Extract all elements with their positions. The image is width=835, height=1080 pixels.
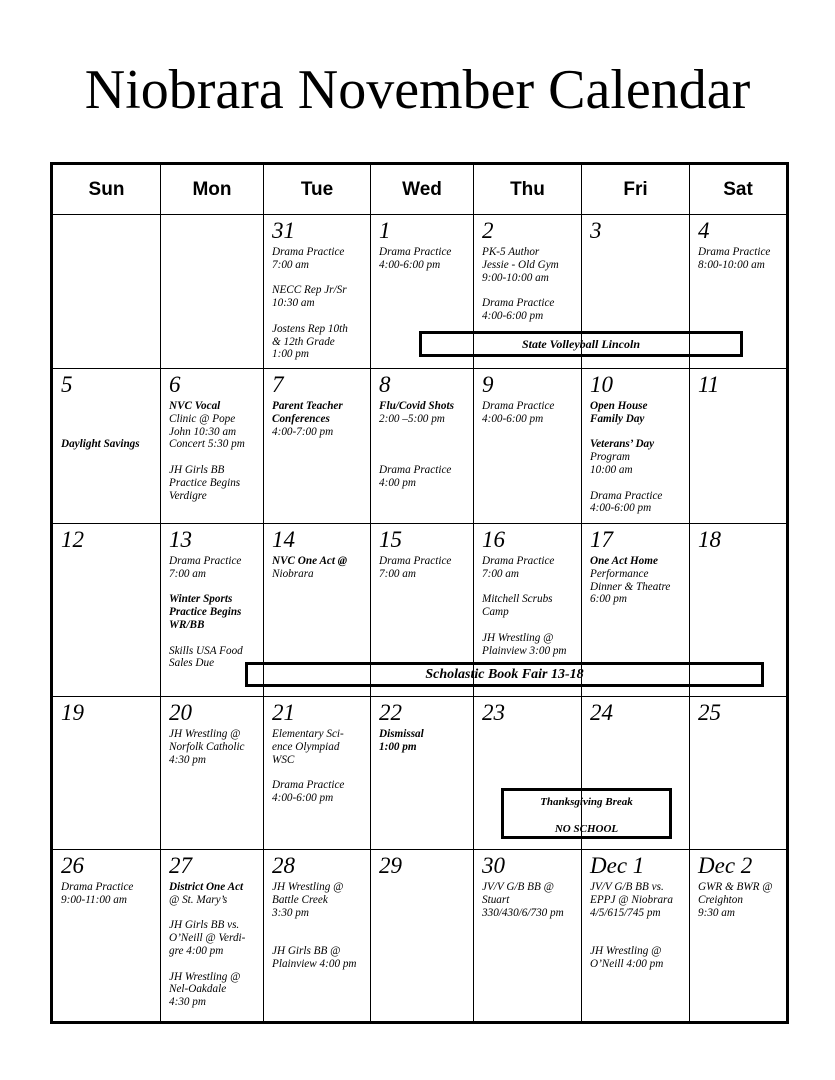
event-line: JH Girls BB — [169, 463, 225, 476]
day-number: 27 — [169, 853, 192, 878]
day-number: 21 — [272, 700, 295, 725]
event-line — [169, 907, 260, 920]
page-title: Niobrara November Calendar — [84, 59, 751, 121]
day-cell — [582, 850, 690, 1022]
event-list — [272, 728, 367, 805]
event-list — [272, 555, 367, 581]
event-list — [698, 246, 783, 272]
event-line — [272, 919, 367, 932]
event-line: JV/V G/B BB vs. — [590, 881, 664, 893]
day-cell — [264, 850, 371, 1022]
event-line: 4:00-6:00 pm — [272, 791, 334, 804]
day-cell — [690, 369, 787, 524]
day-number: 25 — [698, 700, 721, 725]
event-line: 7:00 am — [272, 258, 309, 271]
day-number: 31 — [272, 218, 295, 243]
event-line: Camp — [482, 606, 509, 619]
event-line: Mitchell Scrubs — [482, 593, 553, 606]
book-fair-banner — [245, 662, 764, 687]
event-line — [482, 284, 578, 297]
day-number: 11 — [698, 372, 720, 397]
event-list — [61, 881, 157, 907]
day-number: 14 — [272, 527, 295, 552]
event-line: Plainview 3:00 pm — [482, 644, 567, 657]
day-number: 23 — [482, 700, 505, 725]
event-line — [379, 426, 470, 439]
day-number: 4 — [698, 218, 710, 243]
event-line: 4:00 pm — [379, 476, 416, 489]
weekday-header: Tue — [264, 165, 371, 215]
event-line — [272, 310, 367, 323]
event-line: JH Wrestling @ — [169, 970, 241, 983]
event-line: Drama Practice — [698, 246, 771, 258]
event-line: Open House — [590, 400, 648, 412]
day-number: 10 — [590, 372, 613, 397]
state-volleyball-label: State Volleyball Lincoln — [521, 337, 640, 351]
event-line: Flu/Covid Shots — [379, 400, 454, 412]
no-school-label: NO SCHOOL — [554, 823, 619, 835]
event-line: NVC One Act @ — [272, 555, 348, 567]
event-line: 9:30 am — [698, 906, 735, 919]
event-line: Drama Practice — [482, 555, 555, 567]
weekday-header: Wed — [371, 165, 474, 215]
event-line: Nel-Oakdale — [169, 983, 227, 996]
event-line: 10:00 am — [590, 463, 633, 476]
event-line: Program — [590, 451, 630, 464]
event-list — [379, 246, 470, 272]
event-line: Plainview 4:00 pm — [272, 957, 357, 970]
day-number: 7 — [272, 372, 284, 397]
thanksgiving-break-label: Thanksgiving Break — [540, 796, 633, 808]
event-line: JH Girls BB vs. — [169, 919, 240, 932]
event-list — [590, 555, 686, 606]
day-cell — [161, 850, 264, 1022]
event-line: 4:00-7:00 pm — [272, 425, 334, 438]
event-line: 8:00-10:00 am — [698, 258, 765, 271]
event-line: Veterans’ Day — [590, 438, 655, 451]
event-line — [61, 413, 157, 426]
event-line: 3:30 pm — [272, 906, 309, 919]
event-line: Norfolk Catholic — [169, 740, 245, 753]
event-list — [272, 400, 367, 438]
day-number: Dec 2 — [698, 853, 753, 878]
event-list — [482, 400, 578, 426]
weekday-header: Sun — [53, 165, 161, 215]
event-line: Practice Begins — [169, 476, 241, 489]
event-line: 7:00 am — [169, 567, 206, 580]
day-number: 2 — [482, 218, 494, 243]
event-line: NVC Vocal — [169, 400, 221, 412]
event-line: Stuart — [482, 893, 510, 906]
event-line: Drama Practice — [379, 246, 452, 258]
event-line: District One Act — [169, 881, 244, 893]
event-list — [482, 555, 578, 657]
day-number: 6 — [169, 372, 181, 397]
event-line: Winter Sports — [169, 593, 233, 606]
event-list — [379, 728, 470, 754]
day-cell — [53, 215, 161, 369]
day-number: 24 — [590, 700, 613, 725]
event-line: 6:00 pm — [590, 593, 627, 606]
event-list — [482, 881, 578, 919]
day-cell — [371, 697, 474, 850]
event-line: 10:30 am — [272, 297, 315, 310]
event-line — [590, 426, 686, 439]
event-line: 9:00-10:00 am — [482, 271, 549, 284]
event-list — [379, 400, 470, 490]
event-line: Drama Practice — [379, 463, 452, 476]
event-line: O’Neill @ Verdi- — [169, 932, 246, 945]
event-line: 4:00-6:00 pm — [379, 258, 441, 271]
event-line — [272, 766, 367, 779]
event-list — [698, 881, 783, 919]
event-line: ence Olympiad — [272, 740, 340, 753]
day-cell — [474, 850, 582, 1022]
thanksgiving-break-banner — [501, 788, 672, 839]
day-number: 20 — [169, 700, 192, 725]
event-line: 1:00 pm — [379, 740, 417, 753]
week-row — [53, 850, 787, 1022]
event-line: 7:00 am — [379, 567, 416, 580]
event-line — [590, 477, 686, 490]
day-cell — [53, 524, 161, 697]
event-line: @ St. Mary’s — [169, 893, 228, 906]
day-number: 26 — [61, 853, 84, 878]
event-list — [169, 400, 260, 502]
weekday-header: Fri — [582, 165, 690, 215]
event-list — [61, 400, 157, 451]
event-list — [169, 728, 260, 766]
weekday-header: Thu — [474, 165, 582, 215]
event-line: Skills USA Food — [169, 644, 243, 657]
day-number: 9 — [482, 372, 494, 397]
event-line — [61, 426, 157, 439]
day-number: 16 — [482, 527, 505, 552]
day-number: 30 — [482, 853, 505, 878]
event-line: Niobrara — [272, 567, 314, 580]
event-list — [272, 246, 367, 361]
event-line: Creighton — [698, 893, 743, 906]
event-line: Drama Practice — [379, 555, 452, 567]
event-line: 4:00-6:00 pm — [590, 502, 652, 515]
day-cell — [161, 697, 264, 850]
day-cell — [474, 369, 582, 524]
event-line: Dismissal — [379, 728, 424, 740]
week-row — [53, 369, 787, 524]
event-line — [379, 451, 470, 464]
event-line: Performance — [590, 567, 649, 580]
day-cell — [53, 369, 161, 524]
day-number: 15 — [379, 527, 402, 552]
event-line: Jessie - Old Gym — [482, 258, 559, 271]
event-list — [590, 400, 686, 515]
event-line: JH Wrestling @ — [272, 881, 344, 893]
event-line: Drama Practice — [61, 881, 134, 893]
day-number: Dec 1 — [590, 853, 645, 878]
event-line: 1:00 pm — [272, 348, 309, 361]
event-line: PK-5 Author — [482, 246, 540, 258]
day-number: 3 — [590, 218, 602, 243]
event-line — [590, 932, 686, 945]
event-line: JH Wrestling @ — [590, 944, 662, 957]
event-list — [379, 555, 470, 581]
event-line: Drama Practice — [590, 489, 663, 502]
event-line: John 10:30 am — [169, 425, 237, 438]
event-line: Drama Practice — [482, 297, 555, 310]
event-line: Drama Practice — [169, 555, 242, 567]
event-line: & 12th Grade — [272, 335, 335, 348]
event-line: 7:00 am — [482, 567, 519, 580]
event-line: 4:30 pm — [169, 753, 206, 766]
event-line: 4:30 pm — [169, 996, 206, 1009]
day-number: 29 — [379, 853, 402, 878]
event-line: JH Wrestling @ — [482, 631, 554, 644]
event-line: 4/5/615/745 pm — [590, 906, 661, 919]
event-line: 330/430/6/730 pm — [482, 906, 564, 919]
event-line — [169, 958, 260, 971]
event-line: Clinic @ Pope — [169, 412, 236, 425]
event-line: JH Wrestling @ — [169, 728, 241, 740]
event-line: Family Day — [590, 412, 645, 425]
day-number: 8 — [379, 372, 391, 397]
day-number: 5 — [61, 372, 73, 397]
event-line: Battle Creek — [272, 893, 328, 906]
event-line: Elementary Sci- — [272, 728, 344, 740]
event-line — [272, 932, 367, 945]
event-line: 4:00-6:00 pm — [482, 309, 544, 322]
event-list — [272, 881, 367, 971]
event-line: 2:00 –5:00 pm — [379, 412, 445, 425]
day-cell — [264, 697, 371, 850]
weekday-header: Sat — [690, 165, 787, 215]
calendar-grid — [50, 162, 789, 1024]
event-line: Drama Practice — [482, 400, 555, 412]
event-list — [482, 246, 578, 323]
event-line: Practice Begins — [169, 606, 242, 619]
event-line: 4:00-6:00 pm — [482, 412, 544, 425]
day-number: 13 — [169, 527, 192, 552]
event-line: Dinner & Theatre — [590, 580, 671, 593]
event-line: WSC — [272, 753, 295, 766]
weekday-header-row — [53, 165, 787, 215]
event-line — [482, 619, 578, 632]
day-cell — [53, 697, 161, 850]
event-line: Sales Due — [169, 657, 215, 670]
day-cell — [161, 369, 264, 524]
book-fair-label: Scholastic Book Fair 13-18 — [425, 667, 584, 682]
event-line: One Act Home — [590, 555, 658, 567]
day-number: 12 — [61, 527, 84, 552]
event-line: JV/V G/B BB @ — [482, 881, 554, 893]
day-number: 19 — [61, 700, 84, 725]
day-cell — [53, 850, 161, 1022]
event-line: Jostens Rep 10th — [272, 322, 348, 335]
event-line: GWR & BWR @ — [698, 881, 773, 893]
day-cell — [690, 850, 787, 1022]
event-list — [169, 555, 260, 670]
event-line — [590, 919, 686, 932]
day-number: 22 — [379, 700, 402, 725]
event-line — [169, 632, 260, 645]
day-cell — [371, 850, 474, 1022]
event-line: O’Neill 4:00 pm — [590, 957, 664, 970]
event-line: WR/BB — [169, 618, 205, 631]
event-line — [169, 581, 260, 594]
day-cell — [690, 697, 787, 850]
event-line: Drama Practice — [272, 246, 345, 258]
day-cell — [264, 369, 371, 524]
event-line — [272, 272, 367, 285]
day-cell — [161, 215, 264, 369]
event-line: Conferences — [272, 412, 330, 425]
day-number: 28 — [272, 853, 295, 878]
event-line: Daylight Savings — [61, 438, 140, 451]
weekday-header: Mon — [161, 165, 264, 215]
day-cell — [371, 369, 474, 524]
event-line: Parent Teacher — [272, 400, 343, 412]
event-line: Concert 5:30 pm — [169, 438, 245, 451]
event-line: EPPJ @ Niobrara — [590, 893, 674, 906]
event-line: JH Girls BB @ — [272, 944, 341, 957]
event-line — [61, 400, 157, 413]
event-line — [379, 438, 470, 451]
day-cell — [582, 369, 690, 524]
event-line: NECC Rep Jr/Sr — [272, 284, 347, 297]
day-cell — [264, 215, 371, 369]
event-line: 9:00-11:00 am — [61, 893, 127, 906]
event-list — [169, 881, 260, 1009]
day-number: 1 — [379, 218, 391, 243]
event-line: Drama Practice — [272, 779, 345, 792]
day-number: 18 — [698, 527, 721, 552]
state-volleyball-banner — [419, 331, 743, 357]
event-line — [169, 451, 260, 464]
event-line: Verdigre — [169, 489, 207, 502]
event-line — [482, 581, 578, 594]
week-row — [53, 697, 787, 850]
event-line: gre 4:00 pm — [169, 944, 224, 957]
event-list — [590, 881, 686, 971]
day-number: 17 — [590, 527, 613, 552]
